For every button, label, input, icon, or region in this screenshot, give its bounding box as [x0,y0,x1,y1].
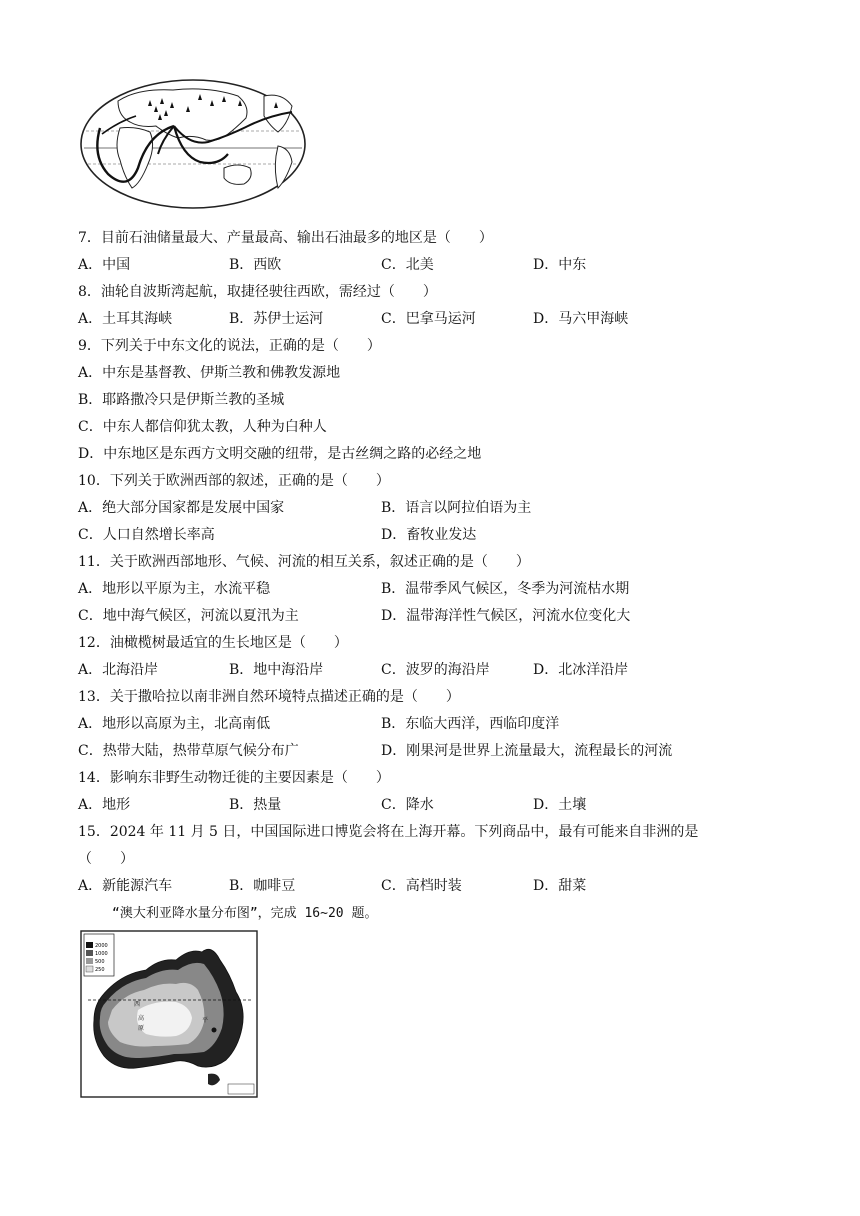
q7-option-b: B．西欧 [229,257,282,273]
precipitation-legend [84,934,114,976]
q12-option-b: B．地中海沿岸 [229,662,324,678]
q11-option-b: B．温带季风气候区，冬季为河流枯水期 [381,581,630,597]
question-13-stem: 13．关于撒哈拉以南非洲自然环境特点描述正确的是（ ） [78,689,460,705]
question-14-stem: 14．影响东非野生动物迁徙的主要因素是（ ） [78,770,390,786]
q9-option-b: B．耶路撒冷只是伊斯兰教的圣城 [78,392,285,408]
q11-option-a: A．地形以平原为主，水流平稳 [78,581,271,597]
q10-option-b: B．语言以阿拉伯语为主 [381,500,532,516]
question-15-stem: 15．2024 年 11 月 5 日，中国国际进口博览会将在上海开幕。下列商品中，最有可能来自非洲的是 [78,824,699,840]
q9-option-c: C．中东人都信仰犹太教，人种为白种人 [78,419,327,435]
question-8-stem: 8．油轮自波斯湾起航，取捷径驶往西欧，需经过（ ） [78,284,437,300]
q8-option-c: C．巴拿马运河 [381,311,476,327]
q8-option-a: A．土耳其海峡 [78,311,173,327]
label-yuan: 原 [138,1025,145,1032]
q9-option-a: A．中东是基督教、伊斯兰教和佛教发源地 [78,365,341,381]
q7-option-c: C．北美 [381,257,434,273]
question-10-stem: 10．下列关于欧洲西部的叙述，正确的是（ ） [78,473,390,489]
q10-option-d: D．畜牧业发达 [381,527,477,543]
q8-option-d: D．马六甲海峡 [533,311,629,327]
q10-option-c: C．人口自然增长率高 [78,527,215,543]
q15-option-c: C．高档时装 [381,878,462,894]
q14-option-a: A．地形 [78,797,131,813]
legend-250: 250 [95,967,105,973]
q15-option-d: D．甜菜 [533,878,587,894]
q14-option-d: D．土壤 [533,797,587,813]
question-7-stem: 7．目前石油储量最大、产量最高、输出石油最多的地区是（ ） [78,230,493,246]
q13-option-b: B．东临大西洋，西临印度洋 [381,716,560,732]
q12-option-c: C．波罗的海沿岸 [381,662,490,678]
q11-option-c: C．地中海气候区，河流以夏汛为主 [78,608,299,624]
question-9-stem: 9．下列关于中东文化的说法，正确的是（ ） [78,338,381,354]
q12-option-a: A．北海沿岸 [78,662,159,678]
q14-option-b: B．热量 [229,797,282,813]
section-intro-16-20: “澳大利亚降水量分布图”，完成 16~20 题。 [112,906,378,921]
legend-500: 500 [95,959,105,965]
q9-option-d: D．中东地区是东西方文明交融的纽带，是古丝绸之路的必经之地 [78,446,482,462]
q11-option-d: D．温带海洋性气候区，河流水位变化大 [381,608,631,624]
q10-option-a: A．绝大部分国家都是发展中国家 [78,500,285,516]
q14-option-c: C．降水 [381,797,434,813]
q7-option-d: D．中东 [533,257,587,273]
label-gao: 高 [138,1015,145,1022]
q15-option-b: B．咖啡豆 [229,878,296,894]
q15-option-a: A．新能源汽车 [78,878,173,894]
question-12-stem: 12．油橄榄树最适宜的生长地区是（ ） [78,635,348,651]
label-ping: 平 [202,1017,209,1024]
q7-option-a: A．中国 [78,257,131,273]
legend-1000: 1000 [95,951,108,957]
q13-option-d: D．刚果河是世界上流量最大，流程最长的河流 [381,743,673,759]
q13-option-a: A．地形以高原为主，北高南低 [78,716,271,732]
question-11-stem: 11．关于欧洲西部地形、气候、河流的相互关系，叙述正确的是（ ） [78,554,530,570]
australia-precipitation-map [80,930,258,1098]
label-xi: 西 [134,1001,141,1008]
q12-option-d: D．北冰洋沿岸 [533,662,629,678]
q8-option-b: B．苏伊士运河 [229,311,324,327]
question-15-stem-continued: （ ） [78,851,134,867]
world-oil-routes-map [78,76,308,212]
legend-2000: 2000 [95,943,108,949]
q13-option-c: C．热带大陆，热带草原气候分布广 [78,743,299,759]
